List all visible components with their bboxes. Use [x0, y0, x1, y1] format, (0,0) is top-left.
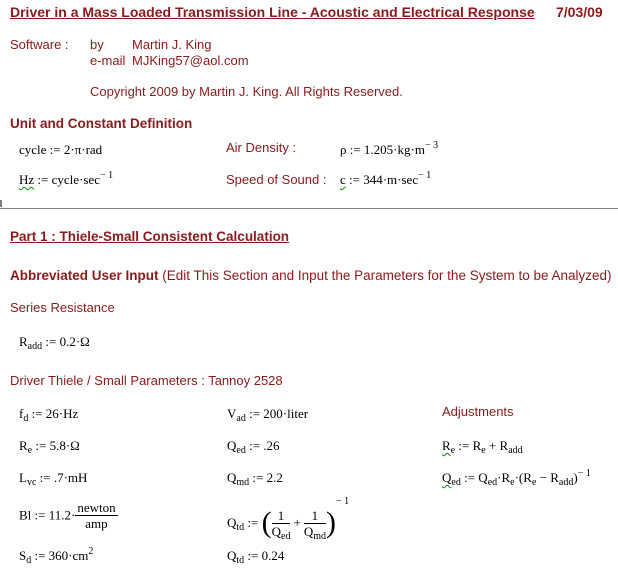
user-input-title: Abbreviated User Input: [10, 268, 159, 283]
bl-lhs: Bl := 11.2·: [19, 507, 76, 523]
rho-rhs: ρ := 1.205·kg·m: [340, 142, 425, 157]
adj-qed-rhs-b: ·R: [497, 470, 511, 485]
plus-operator: +: [293, 515, 301, 531]
qed-subscript: ed: [236, 445, 246, 456]
sd-symbol: S: [19, 548, 27, 563]
adj-qed-rhs-sub4: add: [558, 477, 574, 488]
adj-qed-rhs-d: − R: [536, 470, 559, 485]
rho-definition: [340, 142, 438, 158]
qtd-exponent: − 1: [335, 496, 350, 507]
by-label: by: [90, 37, 104, 52]
qtd-den-b-symbol: Q: [303, 523, 314, 539]
adj-re-definition[interactable]: [442, 438, 523, 454]
adj-qed-definition[interactable]: [442, 470, 591, 486]
region-marker: [0, 200, 2, 207]
sd-value: := 360·cm: [31, 548, 89, 563]
fd-symbol: f: [19, 406, 24, 421]
fd-value: := 26·Hz: [28, 406, 79, 421]
adj-qed-rhs-e: ): [573, 470, 578, 485]
air-density-label: Air Density :: [226, 140, 297, 155]
adj-qed-symbol: Q: [442, 470, 452, 485]
part1-heading: Part 1 : Thiele-Small Consistent Calculation: [10, 229, 290, 244]
qed-definition[interactable]: [227, 438, 280, 454]
adj-re-rhs-a: := R: [455, 438, 482, 453]
qtd-den-b-subscript: md: [313, 530, 326, 542]
lvc-value: := .7·mH: [36, 470, 88, 485]
qtd-fraction-md: [303, 507, 326, 542]
bl-definition[interactable]: [19, 500, 118, 531]
units-heading: Unit and Constant Definition: [10, 116, 193, 131]
right-paren: ): [325, 506, 336, 540]
sd-exponent: 2: [88, 546, 94, 557]
hz-definition: [19, 172, 113, 188]
qtd-symbol: Q: [227, 515, 237, 531]
user-input-heading: [10, 268, 612, 283]
radd-subscript: add: [27, 341, 43, 352]
qed-symbol: Q: [227, 438, 237, 453]
hz-rhs: := cycle·sec: [34, 172, 100, 187]
qtd-denominator-a: [271, 523, 291, 542]
driver-params-label: Driver Thiele / Small Parameters : Tannoy 2528: [10, 373, 283, 388]
adj-re-subscript: e: [450, 445, 456, 456]
region-divider: [0, 208, 618, 209]
qtd-result: [227, 548, 284, 564]
adj-qed-lhs: [442, 470, 461, 488]
qed-value: := .26: [245, 438, 280, 453]
series-resistance-label: Series Resistance: [10, 300, 115, 315]
user-input-note: (Edit This Section and Input the Parameters for the System to be Analyzed): [158, 268, 612, 283]
qtd-den-a-symbol: Q: [271, 523, 282, 539]
adj-re-symbol: R: [442, 438, 451, 453]
software-label: Software :: [10, 37, 69, 52]
c-definition: [340, 172, 431, 188]
qtd-numerator-a: 1: [272, 508, 291, 524]
qtd-result-value: := 0.24: [244, 548, 285, 563]
radd-definition[interactable]: [19, 334, 90, 350]
hz-variable: Hz: [19, 172, 35, 187]
c-variable: c: [340, 172, 346, 187]
radd-value: := 0.2·Ω: [42, 334, 90, 349]
adj-re-lhs: [442, 438, 456, 456]
speed-of-sound-label: Speed of Sound :: [226, 172, 327, 187]
qmd-subscript: md: [236, 477, 250, 488]
qmd-definition[interactable]: [227, 470, 283, 486]
lvc-subscript: vc: [26, 477, 37, 488]
document-title: Driver in a Mass Loaded Transmission Line - Acoustic and Electrical Response: [10, 4, 535, 20]
qtd-subscript: td: [236, 522, 245, 534]
adj-re-rhs-b: + R: [485, 438, 509, 453]
adj-qed-rhs-a: := Q: [460, 470, 488, 485]
cycle-definition: cycle := 2·π·rad: [19, 142, 103, 157]
fd-definition[interactable]: [19, 406, 78, 422]
qtd-denominator-b: [303, 523, 326, 542]
left-paren: (: [261, 506, 272, 540]
qtd-result-subscript: td: [236, 555, 245, 566]
qtd-lhs: [227, 515, 262, 534]
radd-symbol: R: [19, 334, 28, 349]
bl-denominator: amp: [85, 516, 108, 531]
re-symbol: R: [19, 438, 28, 453]
qtd-fraction-ed: [271, 507, 291, 542]
hz-exponent: − 1: [99, 170, 114, 181]
adjustments-label: Adjustments: [442, 404, 514, 419]
qtd-numerator-b: 1: [304, 508, 326, 524]
vad-value: := 200·liter: [245, 406, 309, 421]
adj-qed-rhs-sub1: ed: [487, 477, 498, 488]
re-value: := 5.8·Ω: [32, 438, 80, 453]
sd-definition[interactable]: [19, 548, 93, 564]
email-address: MJKing57@aol.com: [132, 53, 249, 68]
lvc-symbol: L: [19, 470, 27, 485]
re-subscript: e: [27, 445, 33, 456]
email-label: e-mail: [90, 53, 126, 68]
bl-fraction: [75, 500, 117, 531]
adj-qed-rhs-sub3: e: [531, 477, 537, 488]
adj-qed-exponent: − 1: [577, 468, 591, 479]
re-definition[interactable]: [19, 438, 80, 454]
qmd-value: := 2.2: [249, 470, 283, 485]
sd-subscript: d: [26, 555, 32, 566]
adj-re-rhs-sub2: add: [508, 445, 523, 456]
adj-qed-rhs-sub2: e: [510, 477, 515, 488]
qmd-symbol: Q: [227, 470, 237, 485]
c-rhs: := 344·m·sec: [345, 172, 419, 187]
vad-definition[interactable]: [227, 406, 308, 422]
copyright-notice: Copyright 2009 by Martin J. King. All Rights Reserved.: [90, 84, 403, 99]
qtd-assign: :=: [244, 515, 262, 531]
qtd-den-a-subscript: ed: [281, 530, 291, 542]
rho-exponent: − 3: [424, 140, 439, 151]
c-exponent: − 1: [418, 170, 432, 181]
lvc-definition[interactable]: [19, 470, 87, 486]
qtd-result-symbol: Q: [227, 548, 237, 563]
vad-symbol: V: [227, 406, 237, 421]
adj-qed-subscript: ed: [451, 477, 461, 488]
document-date: 7/03/09: [556, 4, 603, 20]
vad-subscript: ad: [236, 413, 246, 424]
qtd-formula[interactable]: [227, 496, 350, 542]
bl-numerator: newton: [77, 500, 116, 515]
adj-re-rhs-sub1: e: [481, 445, 486, 456]
author-name: Martin J. King: [132, 37, 212, 52]
fd-subscript: d: [23, 413, 29, 424]
adj-qed-rhs-c: ·(R: [514, 470, 532, 485]
